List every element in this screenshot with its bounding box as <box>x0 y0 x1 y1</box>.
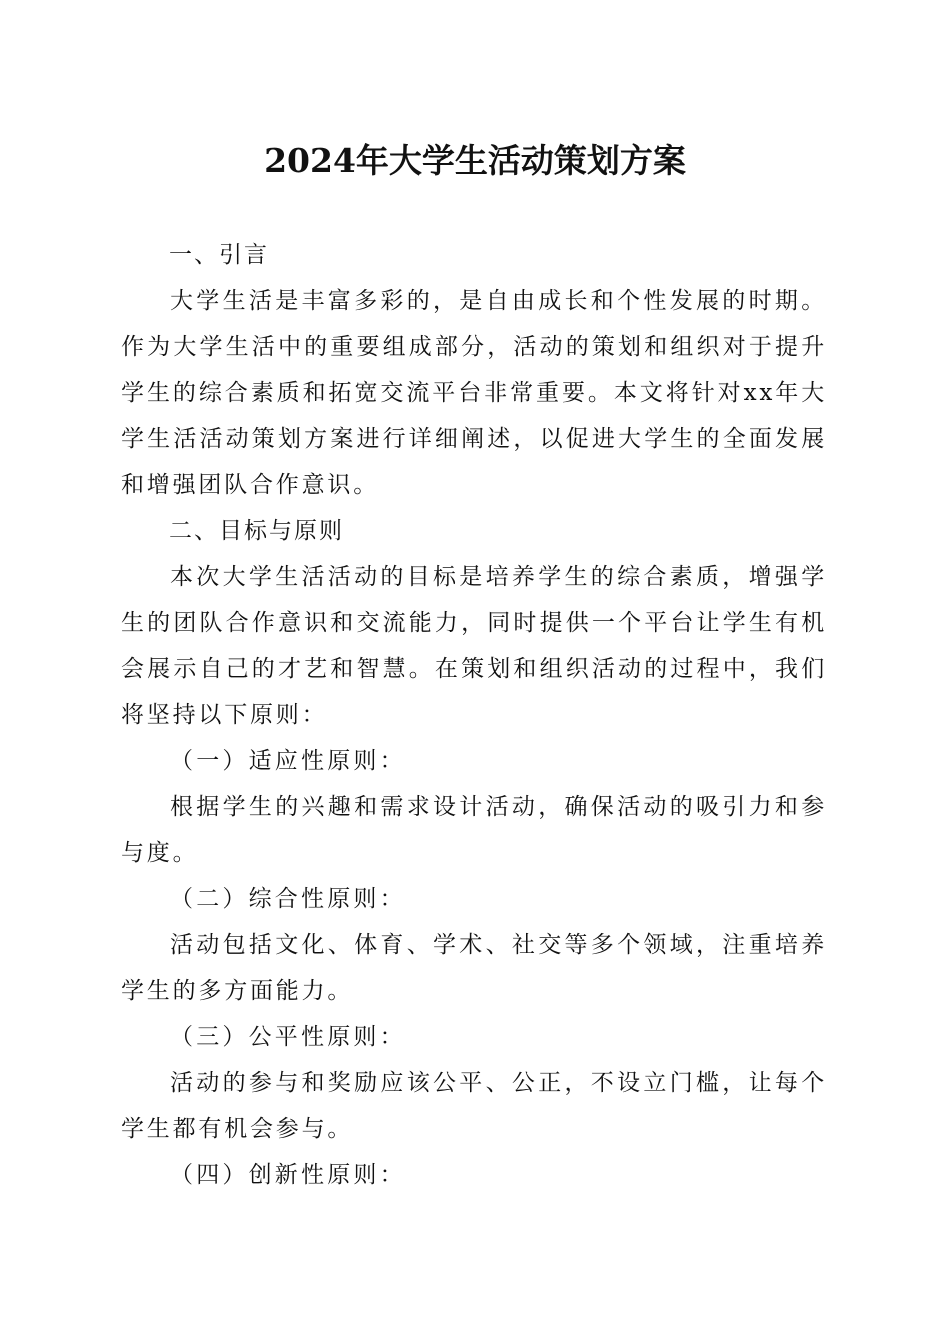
principle-label-fairness: （三）公平性原则： <box>170 1024 406 1050</box>
goals-paragraph: 本次大学生活活动的目标是培养学生的综合素质，增强学生的团队合作意识和交流能力，同时提供一个平台让学生有机会展示自己的才艺和智慧。在策划和组织活动的过程中，我们将坚持以下原则： <box>121 564 827 728</box>
principle-text-adaptability: 根据学生的兴趣和需求设计活动，确保活动的吸引力和参与度。 <box>121 794 827 866</box>
document-body <box>121 232 827 1198</box>
document-title: 2024年大学生活动策划方案 <box>264 141 686 180</box>
principle-label-adaptability: （一）适应性原则： <box>170 748 406 774</box>
principle-label-innovation: （四）创新性原则： <box>170 1162 406 1188</box>
introduction-paragraph: 大学生活是丰富多彩的，是自由成长和个性发展的时期。作为大学生活中的重要组成部分，活动的策划和组织对于提升学生的综合素质和拓宽交流平台非常重要。本文将针对xx年大学生活活动策划方案进行详细阐述，以促进大学生的全面发展和增强团队合作意识。 <box>121 288 827 498</box>
section-heading-introduction: 一、引言 <box>169 242 269 268</box>
section-heading-goals-principles: 二、目标与原则 <box>169 518 344 544</box>
principle-label-comprehensiveness: （二）综合性原则： <box>170 886 406 912</box>
principle-text-comprehensiveness: 活动包括文化、体育、学术、社交等多个领域，注重培养学生的多方面能力。 <box>121 932 827 1004</box>
principle-text-fairness: 活动的参与和奖励应该公平、公正，不设立门槛，让每个学生都有机会参与。 <box>121 1070 827 1142</box>
